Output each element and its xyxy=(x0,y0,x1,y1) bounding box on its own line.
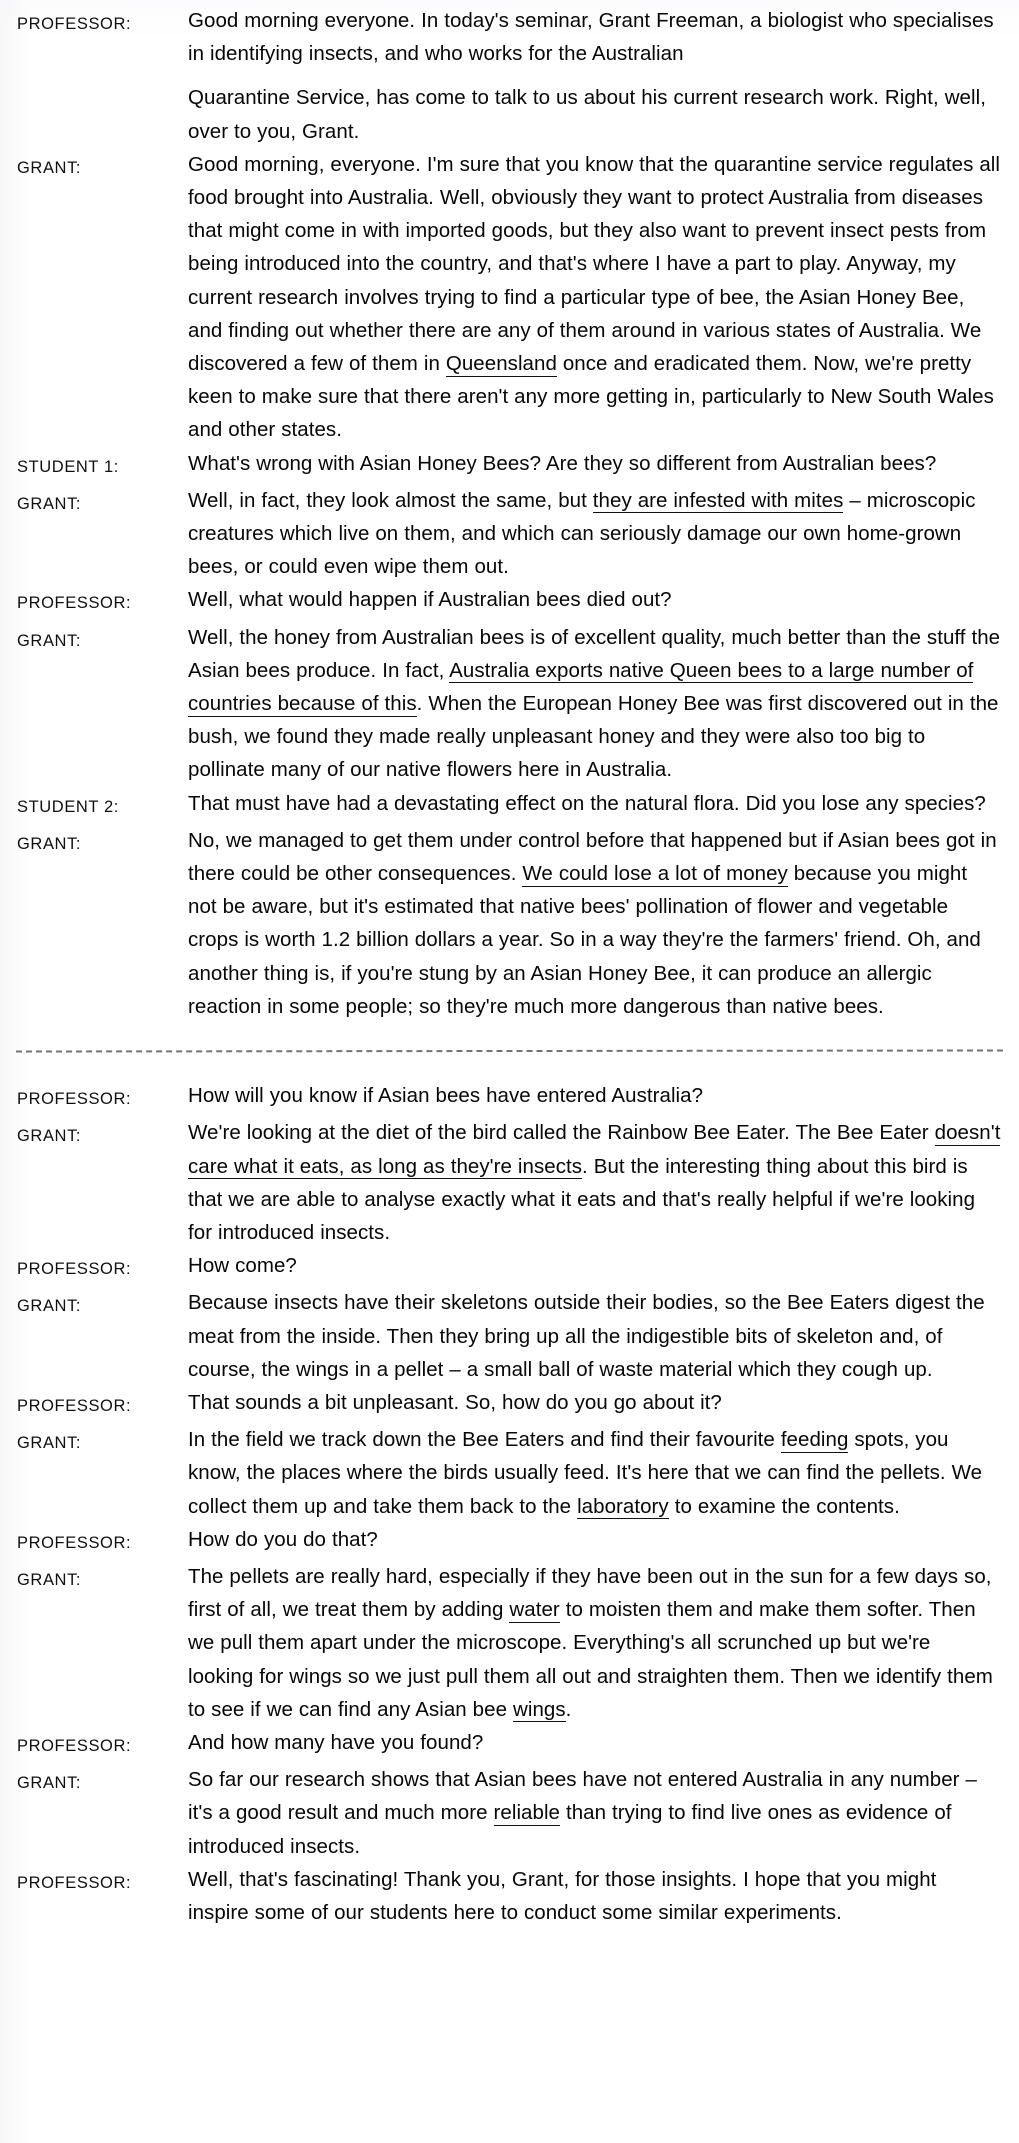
speaker-label: GRANT: xyxy=(17,1434,82,1453)
speaker-label: PROFESSOR: xyxy=(17,1873,132,1892)
speech-text xyxy=(188,1726,1019,1759)
speech-text xyxy=(188,1249,1019,1282)
speech-paragraph: The pellets are really hard, especially if they have been out in the sun for a few days so, first of all, we treat them by adding water to moisten them and make them softer. Then we pull them apart under the microscope. Everything's all scrunched up but we're looking for wings so we just pull them all out and straighten them. Then we identify them to see if we can find any Asian bee wings. xyxy=(188,1564,993,1721)
speech-paragraph: How will you know if Asian bees have entered Australia? xyxy=(188,1084,704,1108)
speech-text xyxy=(188,583,1019,616)
section-divider xyxy=(0,1023,1019,1079)
speech-text xyxy=(188,4,1019,148)
speech-paragraph: In the field we track down the Bee Eaters and find their favourite feeding spots, you know, the places where the birds usually feed. It's here that we can find the pellets. We collect them up and take them back to the laboratory to examine the contents. xyxy=(188,1428,983,1518)
transcript-turn xyxy=(0,1386,1019,1423)
speech-text xyxy=(188,1286,1019,1386)
speaker-label: PROFESSOR: xyxy=(17,1736,132,1755)
speech-text xyxy=(188,1763,1019,1863)
speech-paragraph: Quarantine Service, has come to talk to us about his current research work. Right, well, over to you, Grant. xyxy=(188,86,986,143)
speech-paragraph: Because insects have their skeletons outside their bodies, so the Bee Eaters digest the meat from the inside. Then they bring up all the indigestible bits of skeleton and, of course, the wings in a pellet – a small ball of waste material which they cough up. xyxy=(188,1291,985,1381)
speech-paragraph: No, we managed to get them under control before that happened but if Asian bees got in there could be other consequences. We could lose a lot of money because you might not be aware, but it's estimated that native bees' pollination of flower and vegetable crops is worth 1.2 billion dollars a year. So in a way they're the farmers' friend. Oh, and another thing is, if you're stung by an Asian Honey Bee, it can produce an allergic reaction in some people; so they're much more dangerous than native bees. xyxy=(188,828,997,1018)
speech-text xyxy=(188,1523,1019,1556)
speech-paragraph: What's wrong with Asian Honey Bees? Are they so different from Australian bees? xyxy=(188,451,937,475)
speaker-label: GRANT: xyxy=(17,1297,82,1316)
speech-paragraph: Good morning, everyone. I'm sure that you know that the quarantine service regulates all food brought into Australia. Well, obviously they want to protect Australia from diseases that might come in with imported goods, but they also want to prevent insect pests from being introduced into the country, and that's where I have a part to play. Anyway, my current research involves trying to find a particular type of bee, the Asian Honey Bee, and finding out whether there are any of them around in various states of Australia. We discovered a few of them in Queensland once and eradicated them. Now, we're pretty keen to make sure that there aren't any more getting in, particularly to New South Wales and other states. xyxy=(188,152,1000,442)
speaker-label: GRANT: xyxy=(17,631,82,650)
speaker-label: PROFESSOR: xyxy=(17,1260,132,1279)
speaker-label: GRANT: xyxy=(17,1774,82,1793)
transcript-turn xyxy=(0,1116,1019,1249)
speech-paragraph: And how many have you found? xyxy=(188,1730,484,1754)
speech-paragraph: Well, that's fascinating! Thank you, Grant, for those insights. I hope that you might inspire some of our students here to conduct some similar experiments. xyxy=(188,1867,937,1924)
speech-text xyxy=(188,484,1019,584)
speaker-label: GRANT: xyxy=(17,494,82,513)
speech-paragraph: That sounds a bit unpleasant. So, how do you go about it? xyxy=(188,1390,722,1414)
speech-text xyxy=(188,824,1019,1023)
transcript-turn xyxy=(0,1863,1019,1929)
speaker-label: GRANT: xyxy=(17,158,82,177)
speaker-label: GRANT: xyxy=(17,1570,82,1589)
transcript-turn xyxy=(0,1423,1019,1523)
speech-text xyxy=(188,1386,1019,1419)
transcript-turn xyxy=(0,1523,1019,1560)
transcript-turn xyxy=(0,148,1019,447)
speech-paragraph: How come? xyxy=(188,1254,297,1278)
speech-text xyxy=(188,621,1019,787)
speech-paragraph: How do you do that? xyxy=(188,1527,378,1551)
transcript-turn xyxy=(0,4,1019,148)
transcript-turn xyxy=(0,1726,1019,1763)
speech-text xyxy=(188,1560,1019,1726)
transcript-body xyxy=(0,4,1019,1929)
transcript-turn xyxy=(0,583,1019,620)
transcript-turn xyxy=(0,1763,1019,1863)
transcript-turn xyxy=(0,484,1019,584)
speaker-label: GRANT: xyxy=(17,1127,82,1146)
speech-paragraph: Well, what would happen if Australian bees died out? xyxy=(188,588,672,612)
speaker-label: PROFESSOR: xyxy=(17,594,132,613)
speech-text xyxy=(188,1423,1019,1523)
transcript-section xyxy=(0,1079,1019,1929)
speaker-label: PROFESSOR: xyxy=(17,15,132,33)
speech-text xyxy=(188,787,1019,820)
speech-text xyxy=(188,1079,1019,1112)
speaker-label: PROFESSOR: xyxy=(17,1396,132,1415)
speech-paragraph: Good morning everyone. In today's seminar, Grant Freeman, a biologist who specialises in identifying insects, and who works for the Australian xyxy=(188,9,994,66)
speech-text xyxy=(188,1116,1019,1249)
transcript-turn xyxy=(0,621,1019,787)
speech-paragraph: We're looking at the diet of the bird called the Rainbow Bee Eater. The Bee Eater doesn't care what it eats, as long as they're insects. But the interesting thing about this bird is that we are able to analyse exactly what it eats and that's really helpful if we're looking for introduced insects. xyxy=(188,1121,1001,1244)
dashed-rule xyxy=(16,1050,1003,1053)
transcript-turn xyxy=(0,1560,1019,1726)
speaker-label: PROFESSOR: xyxy=(17,1533,132,1552)
speaker-label: PROFESSOR: xyxy=(17,1090,132,1109)
speech-paragraph: So far our research shows that Asian bees have not entered Australia in any number – it's a good result and much more reliable than trying to find live ones as evidence of introduced insects. xyxy=(188,1768,977,1858)
transcript-turn xyxy=(0,787,1019,824)
speaker-label: STUDENT 1: xyxy=(17,457,119,476)
transcript-section xyxy=(0,4,1019,1023)
transcript-turn xyxy=(0,447,1019,484)
transcript-turn xyxy=(0,824,1019,1023)
speech-paragraph: That must have had a devastating effect on the natural flora. Did you lose any species? xyxy=(188,791,986,815)
speaker-label: GRANT: xyxy=(17,834,82,853)
transcript-turn xyxy=(0,1286,1019,1386)
speech-text xyxy=(188,1863,1019,1929)
transcript-turn xyxy=(0,1079,1019,1116)
speaker-label: STUDENT 2: xyxy=(17,797,119,816)
transcript-turn xyxy=(0,1249,1019,1286)
speech-text xyxy=(188,447,1019,480)
speech-text xyxy=(188,148,1019,447)
speech-paragraph: Well, in fact, they look almost the same, but they are infested with mites – microscopic creatures which live on them, and which can seriously damage our own home-grown bees, or could even wipe them out. xyxy=(188,488,976,579)
speech-paragraph: Well, the honey from Australian bees is of excellent quality, much better than the stuff the Asian bees produce. In fact, Australia exports native Queen bees to a large number of countries because of this. When the European Honey Bee was first discovered out in the bush, we found they made really unpleasant honey and they were also too big to pollinate many of our native flowers here in Australia. xyxy=(188,625,1001,782)
